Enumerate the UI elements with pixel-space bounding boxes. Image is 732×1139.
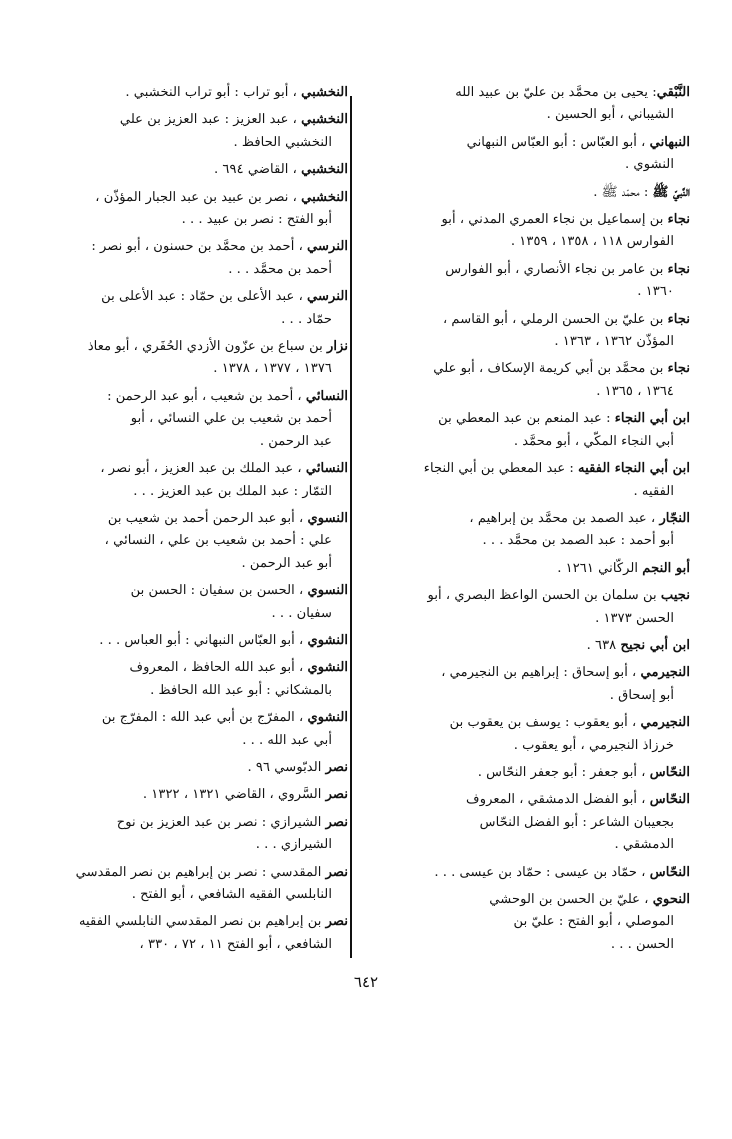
entry-text: بن إسماعيل بن نجاء العمري المدني ، أبو (441, 212, 668, 228)
entry-continuation-line: عبد الرحمن . (259, 433, 332, 449)
index-entry (357, 358, 690, 403)
entry-text: ، عبد الأعلى بن حمّاد : عبد الأعلى بن (101, 289, 308, 305)
entry-continuation-line: بجعيبان الشاعر : أبو الفضل النحّاس (479, 814, 674, 830)
entry-text: ، المفرّج بن أبي عبد الله : المفرّج بن (101, 710, 308, 726)
entry-continuation-line: النخشبي الحافظ . (233, 134, 332, 150)
entry-continuation-line: أبي عبد الله . . . (242, 732, 332, 748)
entry-text: ، أبو عبد الرحمن أحمد بن شعيب بن (107, 510, 308, 526)
entry-first-line (357, 558, 690, 580)
entry-headword: النحّاس (649, 864, 690, 880)
entry-first-line (20, 657, 348, 679)
entry-first-line (357, 585, 690, 607)
entry-headword: النحّاس (649, 764, 690, 780)
index-entry (357, 82, 690, 127)
entry-continuation-line: بالمشكاني : أبو عبد الله الحافظ . (150, 682, 332, 698)
entry-continuation-line: النشوي . (625, 157, 674, 173)
entry-headword: أبو النجم (642, 560, 690, 576)
entry-first-line (357, 259, 690, 281)
entry-headword: النحوي (652, 892, 690, 907)
entry-continuation-line: أحمد بن محمَّد . . . (228, 261, 332, 277)
entry-continuation-line: المؤذّن ١٣٦٢ ، ١٣٦٣ . (554, 334, 674, 350)
entry-headword: نصر (325, 759, 348, 775)
entry-headword: نصر (325, 864, 348, 880)
entry-first-line (357, 82, 690, 104)
entry-headword: ابن أبي النجاء الفقيه (578, 461, 690, 477)
entry-continuation-line: علي : أحمد بن شعيب بن علي ، النسائي ، (104, 533, 332, 549)
entry-first-line (357, 762, 690, 784)
entry-text: المقدسي : نصر بن إبراهيم بن نصر المقدسي (75, 864, 326, 880)
entry-continuation-line: التمّار : عبد الملك بن عبد العزيز . . . (133, 483, 332, 499)
entry-text: ، أحمد بن محمَّد بن حسنون ، أبو نصر : (91, 239, 308, 255)
index-entry (20, 187, 348, 232)
entry-continuation-line: الفوارس ١١٨ ، ١٣٥٨ ، ١٣٥٩ . (510, 234, 674, 250)
entry-first-line (357, 182, 690, 204)
entry-continuation-line: الشيرازي . . . (255, 837, 332, 853)
entry-continuation-line: الشافعي ، أبو الفتح ١١ ، ٧٢ ، ٣٣٠ ، (139, 936, 332, 952)
index-entry (357, 762, 690, 784)
index-entry (357, 132, 690, 177)
entry-headword: نجاء (667, 212, 690, 228)
entry-headword: النبهاني (649, 134, 690, 150)
entry-continuation-line: أبو إسحاق . (609, 687, 674, 703)
entry-continuation-line: سفيان . . . (271, 605, 332, 621)
index-column-right (357, 82, 690, 961)
entry-text: السَّروي ، القاضي ١٣٢١ ، ١٣٢٢ . (142, 787, 326, 803)
entry-text: : عبد المنعم بن عبد المعطي بن (438, 411, 615, 427)
entry-headword: النرسي (307, 289, 348, 305)
entry-text: ، نصر بن عبيد بن عبد الجبار المؤذّن ، (95, 189, 302, 205)
entry-text: ، أبو العبّاس النبهاني : أبو العباس . . . (99, 632, 308, 648)
entry-headword: النشوي (307, 710, 348, 726)
entry-text: ، عبد الصمد بن محمَّد بن إبراهيم ، (469, 510, 660, 526)
entry-text: ، حمّاد بن عيسى : حمّاد بن عيسى . . . (434, 864, 650, 880)
entry-text: ، الحسن بن سفيان : الحسن بن (130, 583, 308, 599)
entry-text: ، أبو يعقوب : يوسف بن يعقوب بن (449, 715, 641, 731)
entry-headword: النسوي (307, 583, 348, 599)
entry-continuation-line: النابلسي الفقيه الشافعي ، أبو الفتح . (131, 887, 332, 902)
entry-headword: نجاء (667, 311, 690, 327)
entry-first-line (20, 862, 348, 884)
index-entry (357, 209, 690, 254)
index-entry (20, 911, 348, 956)
entry-first-line (20, 508, 348, 530)
index-entry (20, 630, 348, 652)
entry-first-line (357, 309, 690, 331)
index-entry (20, 109, 348, 154)
entry-text: بن عامر بن نجاء الأنصاري ، أبو الفوارس (445, 261, 668, 277)
entry-headword: النسائي (305, 461, 348, 477)
index-entry (20, 159, 348, 181)
entry-headword: النخشبي (301, 112, 348, 128)
index-column-left (20, 82, 348, 961)
entry-text: بن إبراهيم بن نصر المقدسي النابلسي الفقيه (78, 914, 326, 930)
index-entry (357, 259, 690, 304)
entry-continuation-line: أبو أحمد : عبد الصمد بن محمَّد . . . (482, 533, 674, 549)
entry-first-line (20, 630, 348, 652)
index-entry (357, 789, 690, 856)
entry-text: ، أبو جعفر : أبو جعفر النحّاس . (477, 764, 650, 780)
entry-text: ، أحمد بن شعيب ، أبو عبد الرحمن : (107, 388, 306, 404)
index-entry (20, 336, 348, 381)
entry-first-line (20, 82, 348, 104)
entry-text: الركّاني ١٢٦١ . (557, 560, 643, 576)
entry-first-line (357, 712, 690, 734)
entry-headword: نصر (325, 787, 348, 803)
entry-headword: نزار (327, 339, 348, 355)
entry-headword: النشوي (307, 660, 348, 676)
entry-text: الشيرازي : نصر بن عبد العزيز بن نوح (116, 814, 326, 830)
index-entry (357, 408, 690, 453)
entry-text: بن محمَّد بن أبي كريمة الإسكاف ، أبو علي (433, 361, 668, 377)
entry-headword: نصر (325, 914, 348, 930)
entry-first-line (20, 812, 348, 834)
entry-continuation-line: أحمد بن شعيب بن علي النسائي ، أبو (130, 411, 332, 427)
column-divider (350, 96, 352, 958)
index-entry (20, 812, 348, 857)
entry-continuation-line: الفقيه . (633, 483, 674, 499)
entry-text: ، أبو عبد الله الحافظ ، المعروف (129, 660, 308, 676)
entry-first-line (357, 789, 690, 811)
page-number: ٦٤٢ (353, 973, 379, 991)
index-entry (357, 508, 690, 553)
index-entry (20, 236, 348, 281)
entry-first-line (20, 187, 348, 209)
index-entry (20, 757, 348, 779)
entry-text: الدبّوسي ٩٦ . (247, 759, 326, 775)
entry-first-line (20, 580, 348, 602)
entry-text: : عبد المعطي بن أبي النجاء (423, 461, 579, 477)
entry-headword: نجاء (667, 261, 690, 277)
entry-headword: النخشبي (301, 85, 348, 100)
index-entry (20, 286, 348, 331)
entry-first-line (357, 132, 690, 154)
entry-headword: النَّبيّ ﷺ (652, 184, 690, 200)
entry-text: بن عليّ بن الحسن الرملي ، أبو القاسم ، (442, 311, 668, 327)
entry-first-line (20, 109, 348, 131)
index-entry (20, 386, 348, 453)
index-entry (357, 182, 690, 204)
index-entry (357, 862, 690, 884)
entry-headword: النجيرمي (640, 665, 690, 681)
index-entry (357, 585, 690, 630)
entry-continuation-line: ١٣٦٠ . (637, 284, 674, 300)
entry-headword: النخشبي (301, 162, 348, 178)
index-entry (20, 707, 348, 752)
entry-first-line (357, 358, 690, 380)
entry-continuation-line: ١٣٧٦ ، ١٣٧٧ ، ١٣٧٨ . (213, 361, 332, 377)
entry-first-line (20, 286, 348, 308)
index-entry (20, 458, 348, 503)
entry-headword: نجيب (660, 588, 690, 604)
index-entry (20, 508, 348, 575)
entry-headword: النسائي (305, 388, 348, 404)
entry-text: ، أبو العبّاس : أبو العبّاس النبهاني (466, 134, 650, 150)
index-entry (20, 657, 348, 702)
entry-continuation-line: الموصلي ، أبو الفتح : عليّ بن (513, 914, 674, 930)
entry-continuation-line: خرزاذ النجيرمي ، أبو يعقوب . (513, 737, 674, 753)
entry-first-line (20, 236, 348, 258)
entry-headword: النحّاس (649, 792, 690, 808)
entry-headword: النرسي (307, 239, 348, 255)
entry-first-line (357, 635, 690, 657)
index-entry (357, 712, 690, 757)
entry-text: ، عبد العزيز : عبد العزيز بن علي (119, 112, 302, 128)
entry-first-line (357, 508, 690, 530)
index-entry (357, 889, 690, 956)
entry-text: ٦٣٨ . (586, 637, 621, 653)
entry-text: ، عبد الملك بن عبد العزيز ، أبو نصر ، (100, 461, 306, 477)
entry-headword: ابن أبي نجيح (620, 637, 690, 653)
entry-continuation-line: الحسن . . . (610, 936, 674, 952)
entry-headword: النسوي (307, 510, 348, 526)
entry-headword: النَّبْقي (656, 85, 690, 100)
entry-first-line (20, 784, 348, 806)
entry-text: : يحيى بن محمَّد بن عليّ بن عبيد الله (455, 85, 657, 100)
entry-first-line (20, 757, 348, 779)
index-entry (357, 458, 690, 503)
entry-headword: النشوي (307, 632, 348, 648)
index-entry (20, 82, 348, 104)
entry-first-line (357, 458, 690, 480)
entry-text: بن سباع بن عزّون الأزدي الحُفَري ، أبو معاذ (87, 339, 328, 355)
entry-text: ، أبو إسحاق : إبراهيم بن النجيرمي ، (441, 665, 641, 681)
index-entry (357, 662, 690, 707)
entry-continuation-line: الشيباني ، أبو الحسين . (546, 107, 674, 123)
entry-headword: نجاء (667, 361, 690, 377)
entry-first-line (357, 862, 690, 884)
entry-text: ، أبو الفضل الدمشقي ، المعروف (466, 792, 650, 808)
entry-first-line (357, 889, 690, 911)
entry-first-line (20, 159, 348, 181)
entry-continuation-line: أبي النجاء المكّي ، أبو محمَّد . (513, 433, 674, 449)
entry-headword: النجّار (659, 510, 690, 526)
entry-headword: النخشبي (301, 189, 348, 205)
entry-first-line (357, 408, 690, 430)
entry-headword: نصر (325, 814, 348, 830)
entry-continuation-line: حمّاد . . . (281, 311, 332, 327)
index-entry (20, 580, 348, 625)
entry-continuation-line: الحسن ١٣٧٣ . (595, 610, 674, 626)
entry-first-line (20, 386, 348, 408)
entry-first-line (20, 336, 348, 358)
entry-continuation-line: أبو عبد الرحمن . (241, 555, 332, 571)
index-entry (357, 635, 690, 657)
entry-text: ، القاضي ٦٩٤ . (214, 162, 302, 178)
entry-text: بن سلمان بن الحسن الواعظ البصري ، أبو (427, 588, 661, 604)
entry-text: ، أبو تراب : أبو تراب النخشبي . (125, 85, 302, 100)
entry-first-line (357, 209, 690, 231)
entry-first-line (20, 911, 348, 933)
index-entry (20, 784, 348, 806)
entry-headword: النجيرمي (640, 715, 690, 731)
entry-text: ، عليّ بن الحسن بن الوحشي (489, 892, 653, 907)
entry-continuation-line: أبو الفتح : نصر بن عبيد . . . (181, 212, 332, 228)
entry-text: : محمّد ﷺ . (593, 184, 653, 200)
entry-continuation-line: الدمشقي . (614, 837, 674, 853)
entry-continuation-line: ١٣٦٤ ، ١٣٦٥ . (596, 383, 674, 399)
entry-headword: ابن أبي النجاء (614, 411, 690, 427)
index-entry (20, 862, 348, 907)
entry-first-line (20, 458, 348, 480)
entry-first-line (20, 707, 348, 729)
index-entry (357, 558, 690, 580)
index-entry (357, 309, 690, 354)
entry-first-line (357, 662, 690, 684)
